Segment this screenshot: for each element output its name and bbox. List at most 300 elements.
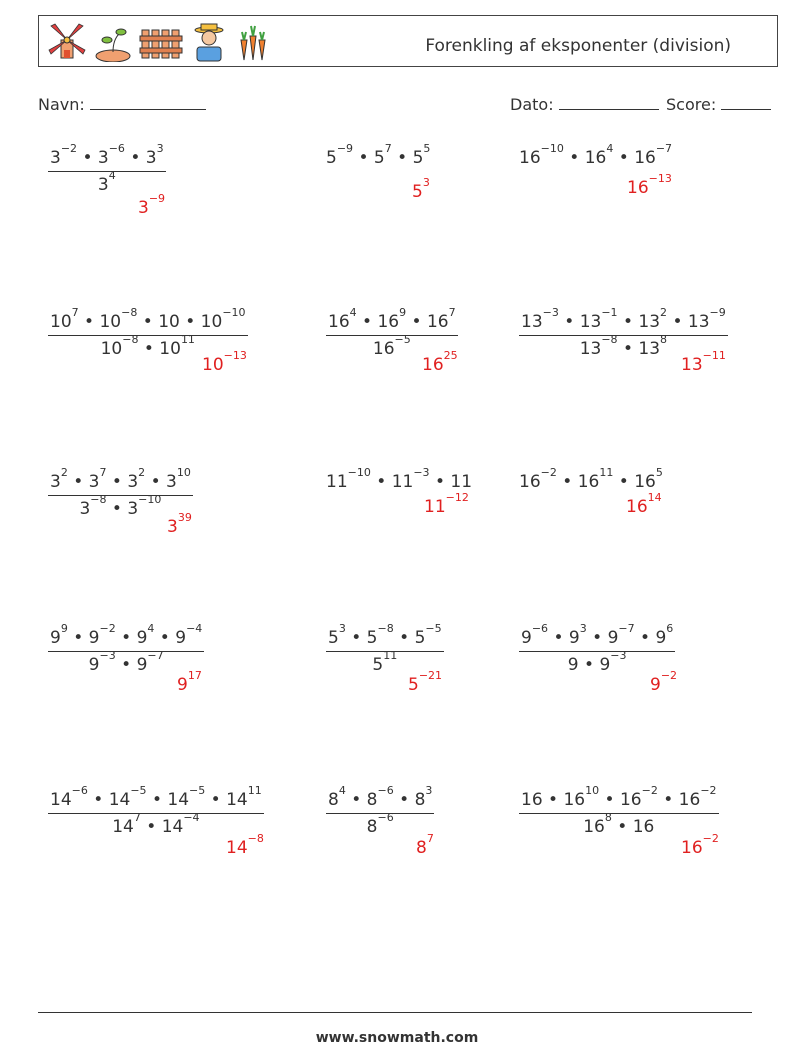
- base: 16: [583, 817, 605, 837]
- fraction: [326, 622, 444, 675]
- problem-expression: [326, 622, 444, 675]
- answer: [627, 172, 672, 198]
- denominator: [519, 649, 675, 675]
- exponent: 11: [599, 466, 614, 479]
- power-term: [519, 466, 557, 492]
- answer: [408, 669, 443, 695]
- answer-base: 10: [202, 355, 224, 375]
- fraction: [519, 622, 675, 675]
- base: 9: [568, 628, 580, 648]
- answer-exponent: −2: [702, 832, 719, 845]
- power-term: [366, 811, 394, 837]
- exponent: −2: [641, 784, 658, 797]
- problem-expression: [519, 466, 663, 492]
- exponent: −2: [99, 622, 116, 635]
- farmer-icon: [189, 22, 229, 62]
- power-term: [568, 622, 587, 648]
- power-term: [634, 142, 673, 168]
- numerator: [48, 466, 193, 496]
- problem-expression: [326, 784, 434, 837]
- power-term: [638, 333, 668, 359]
- exponent: −2: [60, 142, 78, 155]
- base: 16: [577, 472, 600, 492]
- denominator: [48, 169, 166, 195]
- base: 14: [226, 790, 248, 810]
- exponent: −6: [531, 622, 549, 635]
- sprout-icon: [93, 22, 133, 62]
- exponent: 7: [99, 466, 107, 479]
- answer: [138, 192, 166, 218]
- exponent: −4: [183, 811, 200, 824]
- exponent: −6: [377, 784, 394, 797]
- multiply-dot: •: [146, 790, 168, 810]
- exponent: −6: [71, 784, 88, 797]
- exponent: −10: [222, 306, 246, 319]
- base: 13: [521, 312, 543, 332]
- power-term: [99, 306, 138, 332]
- multiply-dot: •: [611, 817, 633, 837]
- numerator: [48, 784, 264, 814]
- fraction: [48, 306, 248, 359]
- multiply-dot: •: [393, 628, 415, 648]
- power-term: [328, 622, 346, 648]
- fraction: [326, 306, 458, 359]
- power-term: [50, 466, 68, 492]
- power-term: [373, 142, 392, 168]
- exponent: −10: [540, 142, 564, 155]
- multiply-dot: •: [578, 655, 600, 675]
- base: 9: [136, 628, 148, 648]
- exponent: −4: [186, 622, 203, 635]
- exponent: 11: [247, 784, 262, 797]
- power-term: [97, 142, 125, 168]
- base: 9: [88, 655, 100, 675]
- power-term: [633, 817, 655, 837]
- base: 3: [166, 472, 177, 492]
- exponent: 2: [60, 466, 68, 479]
- answer: [416, 832, 434, 858]
- answer-exponent: −13: [648, 172, 672, 185]
- power-term: [136, 649, 164, 675]
- exponent: −8: [121, 306, 138, 319]
- power-term: [634, 466, 663, 492]
- power-term: [579, 306, 618, 332]
- base: 16: [426, 312, 449, 332]
- base: 16: [563, 790, 586, 810]
- multiply-dot: •: [613, 148, 635, 168]
- base: 8: [414, 790, 426, 810]
- base: 3: [97, 148, 109, 168]
- footer-divider: [38, 1012, 752, 1013]
- numerator: [519, 306, 728, 336]
- score-label: Score:: [666, 95, 717, 114]
- power-term: [200, 306, 246, 332]
- answer-base: 16: [627, 178, 649, 198]
- base: 16: [634, 472, 656, 492]
- base: 9: [607, 628, 619, 648]
- answer-base: 14: [226, 838, 248, 858]
- power-term: [127, 466, 146, 492]
- base: 13: [579, 339, 602, 359]
- answer: [202, 349, 247, 375]
- multiply-dot: •: [67, 628, 89, 648]
- answer: [424, 491, 469, 517]
- worksheet-title: Forenkling af eksponenter (division): [425, 36, 731, 56]
- fraction: [326, 784, 434, 837]
- exponent: −9: [709, 306, 726, 319]
- exponent: −10: [138, 493, 162, 506]
- exponent: −5: [130, 784, 147, 797]
- multiply-dot: •: [140, 817, 162, 837]
- base: 14: [50, 790, 72, 810]
- power-term: [366, 784, 394, 810]
- power-term: [372, 333, 411, 359]
- base: 11: [391, 472, 414, 492]
- power-term: [97, 169, 116, 195]
- exponent: −8: [377, 622, 394, 635]
- base: 9: [521, 628, 532, 648]
- denominator: [48, 811, 264, 837]
- power-term: [161, 811, 200, 837]
- base: 5: [414, 628, 426, 648]
- multiply-dot: •: [78, 312, 100, 332]
- problem-expression: [519, 142, 673, 168]
- exponent: 4: [108, 169, 116, 182]
- exponent: 5: [423, 142, 431, 155]
- power-term: [50, 142, 78, 168]
- exponent: −5: [394, 333, 411, 346]
- multiply-dot: •: [370, 472, 392, 492]
- base: 3: [88, 472, 100, 492]
- power-term: [391, 466, 430, 492]
- date-field: [510, 95, 659, 114]
- base: 11: [450, 472, 473, 492]
- numerator: [519, 622, 675, 652]
- answer-exponent: 25: [443, 349, 458, 362]
- multiply-dot: •: [124, 148, 146, 168]
- multiply-dot: •: [617, 312, 639, 332]
- power-term: [108, 784, 147, 810]
- base: 16: [632, 817, 655, 837]
- exponent: −8: [90, 493, 107, 506]
- answer-base: 3: [138, 198, 149, 218]
- exponent: 7: [384, 142, 392, 155]
- answer-base: 8: [416, 838, 427, 858]
- exponent: 2: [660, 306, 668, 319]
- power-term: [521, 790, 543, 810]
- multiply-dot: •: [391, 148, 413, 168]
- power-term: [568, 655, 579, 675]
- answer-exponent: −11: [702, 349, 726, 362]
- answer: [422, 349, 458, 375]
- power-term: [366, 622, 394, 648]
- windmill-icon: [47, 22, 87, 62]
- power-term: [584, 142, 614, 168]
- name-line[interactable]: [90, 95, 206, 110]
- power-term: [638, 306, 668, 332]
- multiply-dot: •: [106, 499, 128, 519]
- multiply-dot: •: [77, 148, 98, 168]
- multiply-dot: •: [356, 312, 378, 332]
- multiply-dot: •: [115, 655, 137, 675]
- base: 16: [519, 148, 541, 168]
- denominator: [519, 811, 719, 837]
- base: 14: [112, 817, 134, 837]
- base: 14: [167, 790, 190, 810]
- answer-exponent: −12: [445, 491, 469, 504]
- answer-base: 16: [681, 838, 703, 858]
- power-term: [563, 784, 600, 810]
- base: 3: [50, 472, 61, 492]
- multiply-dot: •: [548, 628, 569, 648]
- problem-expression: [519, 306, 728, 359]
- base: 16: [372, 339, 395, 359]
- answer-base: 16: [422, 355, 444, 375]
- numerator: [48, 306, 248, 336]
- exponent: 4: [338, 784, 346, 797]
- exponent: −6: [377, 811, 394, 824]
- exponent: −3: [610, 649, 627, 662]
- multiply-dot: •: [145, 472, 167, 492]
- answer: [681, 349, 726, 375]
- power-term: [579, 333, 618, 359]
- base: 13: [638, 339, 661, 359]
- base: 16: [377, 312, 400, 332]
- power-term: [450, 472, 472, 492]
- base: 9: [175, 628, 187, 648]
- answer-base: 11: [424, 497, 446, 517]
- power-term: [50, 622, 68, 648]
- exponent: 9: [399, 306, 407, 319]
- base: 5: [412, 148, 424, 168]
- power-term: [88, 649, 116, 675]
- exponent: 7: [448, 306, 456, 319]
- multiply-dot: •: [353, 148, 374, 168]
- answer-base: 16: [626, 497, 648, 517]
- exponent: −6: [108, 142, 125, 155]
- answer-exponent: −9: [148, 192, 166, 205]
- base: 13: [579, 312, 602, 332]
- power-term: [414, 784, 433, 810]
- problem-expression: [48, 466, 193, 519]
- answer: [681, 832, 719, 858]
- base: 10: [99, 312, 122, 332]
- exponent: −2: [700, 784, 717, 797]
- denominator: [48, 649, 204, 675]
- base: 16: [678, 790, 701, 810]
- multiply-dot: •: [106, 472, 128, 492]
- answer: [167, 511, 192, 537]
- base: 16: [521, 790, 543, 810]
- fraction: [519, 784, 719, 837]
- base: 16: [519, 472, 541, 492]
- multiply-dot: •: [138, 339, 160, 359]
- base: 5: [372, 655, 384, 675]
- multiply-dot: •: [558, 312, 580, 332]
- base: 3: [127, 499, 139, 519]
- exponent: 3: [425, 784, 433, 797]
- base: 3: [145, 148, 157, 168]
- base: 9: [599, 655, 611, 675]
- answer-exponent: 17: [187, 669, 202, 682]
- multiply-dot: •: [667, 312, 688, 332]
- score-line[interactable]: [721, 95, 771, 110]
- multiply-dot: •: [613, 472, 635, 492]
- exponent: 8: [604, 811, 612, 824]
- denominator: [48, 493, 193, 519]
- exponent: 3: [579, 622, 587, 635]
- multiply-dot: •: [599, 790, 620, 810]
- exponent: 4: [147, 622, 155, 635]
- answer-exponent: −13: [223, 349, 247, 362]
- answer: [626, 491, 662, 517]
- power-term: [166, 466, 191, 492]
- power-term: [112, 811, 141, 837]
- problem-expression: [326, 306, 458, 359]
- exponent: −8: [122, 333, 139, 346]
- power-term: [678, 784, 717, 810]
- date-line[interactable]: [559, 95, 659, 110]
- base: 3: [79, 499, 91, 519]
- worksheet-header: [38, 15, 778, 67]
- answer-exponent: −21: [418, 669, 443, 682]
- base: 5: [326, 148, 337, 168]
- exponent: −5: [189, 784, 206, 797]
- footer-url: www.snowmath.com: [315, 1030, 479, 1046]
- exponent: 11: [180, 333, 195, 346]
- power-term: [583, 811, 612, 837]
- numerator: [326, 306, 458, 336]
- fraction: [48, 622, 204, 675]
- power-term: [577, 466, 614, 492]
- exponent: 2: [138, 466, 146, 479]
- multiply-dot: •: [67, 472, 89, 492]
- base: 16: [328, 312, 350, 332]
- exponent: 6: [666, 622, 674, 635]
- multiply-dot: •: [406, 312, 427, 332]
- multiply-dot: •: [634, 628, 656, 648]
- exponent: −10: [347, 466, 371, 479]
- exponent: −8: [601, 333, 618, 346]
- power-term: [607, 622, 635, 648]
- power-term: [519, 142, 564, 168]
- power-term: [412, 142, 431, 168]
- multiply-dot: •: [345, 790, 367, 810]
- date-label: Dato:: [510, 95, 554, 114]
- power-term: [88, 466, 107, 492]
- base: 16: [584, 148, 607, 168]
- base: 8: [366, 817, 378, 837]
- denominator: [326, 811, 434, 837]
- power-term: [619, 784, 658, 810]
- base: 10: [158, 312, 180, 332]
- exponent: −5: [425, 622, 442, 635]
- answer: [177, 669, 202, 695]
- exponent: 9: [60, 622, 68, 635]
- numerator: [48, 622, 204, 652]
- multiply-dot: •: [586, 628, 608, 648]
- power-term: [136, 622, 155, 648]
- exponent: −3: [542, 306, 559, 319]
- base: 3: [50, 148, 61, 168]
- exponent: −2: [540, 466, 557, 479]
- base: 14: [108, 790, 131, 810]
- power-term: [599, 649, 627, 675]
- problem-expression: [519, 622, 675, 675]
- answer: [226, 832, 264, 858]
- base: 9: [88, 628, 100, 648]
- problem-expression: [326, 466, 473, 492]
- answer-exponent: −2: [660, 669, 678, 682]
- multiply-dot: •: [179, 312, 201, 332]
- answer-base: 5: [408, 675, 419, 695]
- power-term: [328, 784, 346, 810]
- power-term: [145, 142, 164, 168]
- base: 9: [136, 655, 148, 675]
- base: 8: [366, 790, 378, 810]
- power-term: [88, 622, 116, 648]
- answer-base: 3: [167, 517, 178, 537]
- exponent: −9: [336, 142, 354, 155]
- power-term: [159, 333, 195, 359]
- base: 8: [328, 790, 339, 810]
- power-term: [426, 306, 456, 332]
- answer-base: 5: [412, 182, 423, 202]
- exponent: −3: [413, 466, 430, 479]
- base: 9: [50, 628, 61, 648]
- carrots-icon: [233, 22, 273, 62]
- answer-exponent: 39: [177, 511, 192, 524]
- exponent: −3: [99, 649, 116, 662]
- power-term: [79, 493, 107, 519]
- exponent: 7: [71, 306, 79, 319]
- multiply-dot: •: [617, 339, 639, 359]
- multiply-dot: •: [205, 790, 227, 810]
- multiply-dot: •: [154, 628, 176, 648]
- base: 5: [328, 628, 339, 648]
- exponent: −1: [601, 306, 618, 319]
- power-term: [50, 784, 88, 810]
- problem-expression: [326, 142, 431, 168]
- base: 5: [373, 148, 385, 168]
- power-term: [521, 306, 559, 332]
- exponent: 5: [655, 466, 663, 479]
- power-term: [521, 622, 549, 648]
- multiply-dot: •: [115, 628, 137, 648]
- answer-exponent: 3: [422, 176, 430, 189]
- power-term: [687, 306, 726, 332]
- exponent: 7: [133, 811, 141, 824]
- exponent: 11: [383, 649, 398, 662]
- exponent: −7: [618, 622, 635, 635]
- problem-expression: [519, 784, 719, 837]
- fraction: [519, 306, 728, 359]
- multiply-dot: •: [87, 790, 109, 810]
- multiply-dot: •: [542, 790, 564, 810]
- answer: [650, 669, 678, 695]
- power-term: [326, 466, 371, 492]
- base: 9: [567, 655, 579, 675]
- answer-exponent: −8: [247, 832, 264, 845]
- power-term: [167, 784, 206, 810]
- answer-exponent: 7: [426, 832, 434, 845]
- base: 14: [161, 817, 184, 837]
- power-term: [50, 306, 79, 332]
- power-term: [414, 622, 442, 648]
- name-field: [38, 95, 206, 114]
- power-term: [226, 784, 262, 810]
- base: 16: [619, 790, 642, 810]
